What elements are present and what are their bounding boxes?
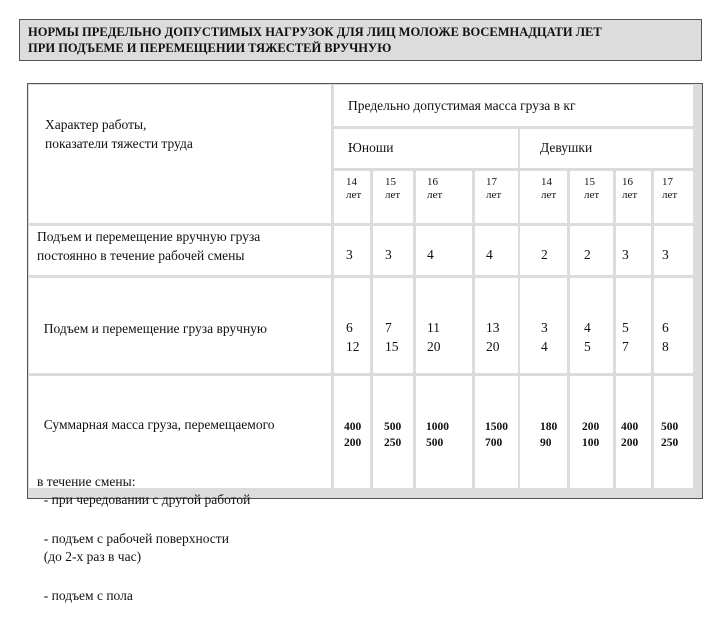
table-cell: 2 [520,226,567,275]
title-line-2: ПРИ ПОДЪЕМЕ И ПЕРЕМЕЩЕНИИ ТЯЖЕСТЕЙ ВРУЧНУЮ [28,41,392,55]
table-cell: 11 20 [416,278,472,373]
age-header: 15 лет [373,171,413,223]
header-max-mass-text: Предельно допустимая масса груза в кг [348,98,576,113]
page-title [19,19,702,61]
age-header: 16 лет [616,171,651,223]
age-header: 14 лет [520,171,567,223]
row-label: Суммарная масса груза, перемещаемого в течение смены: - подъем с рабочей поверхности - подъем с пола [29,376,331,488]
table-cell: 400 200 [616,376,651,488]
table-cell: 2 [570,226,613,275]
header-girls [520,129,693,168]
header-max-mass [334,85,693,126]
table-cell: 7 15 [373,278,413,373]
age-header: 17 лет [475,171,518,223]
table-cell: 4 5 [570,278,613,373]
table-cell: 13 20 [475,278,518,373]
table-cell: 180 90 [520,376,567,488]
row-label: Подъем и перемещение груза вручную - при чередовании с другой работой (до 2-х раз в час) [29,278,331,373]
table-cell: 3 [334,226,370,275]
header-boys-text: Юноши [348,140,394,155]
header-boys [334,129,518,168]
row-label: Подъем и перемещение вручную груза постоянно в течение рабочей смены [29,226,331,275]
header-work-line-1: Характер работы, [45,117,147,132]
age-header: 16 лет [416,171,472,223]
age-header: 15 лет [570,171,613,223]
age-header: 17 лет [654,171,693,223]
header-work-character [29,85,331,223]
table-cell: 3 4 [520,278,567,373]
table-cell: 6 8 [654,278,693,373]
table-cell: 5 7 [616,278,651,373]
table-cell: 400 200 [334,376,370,488]
age-header: 14 лет [334,171,370,223]
table-cell: 1000 500 [416,376,472,488]
table-cell: 3 [654,226,693,275]
table-cell: 4 [416,226,472,275]
header-work-line-2: показатели тяжести труда [45,136,193,151]
table-cell: 1500 700 [475,376,518,488]
table-cell: 200 100 [570,376,613,488]
table-cell: 500 250 [654,376,693,488]
table-cell: 4 [475,226,518,275]
table-cell: 3 [616,226,651,275]
norms-table [27,83,703,603]
table-cell: 500 250 [373,376,413,488]
table-cell: 3 [373,226,413,275]
title-line-1: НОРМЫ ПРЕДЕЛЬНО ДОПУСТИМЫХ НАГРУЗОК ДЛЯ ЛИЦ МОЛОЖЕ ВОСЕМНАДЦАТИ ЛЕТ [28,25,602,39]
table-cell: 6 12 [334,278,370,373]
header-girls-text: Девушки [540,140,593,155]
